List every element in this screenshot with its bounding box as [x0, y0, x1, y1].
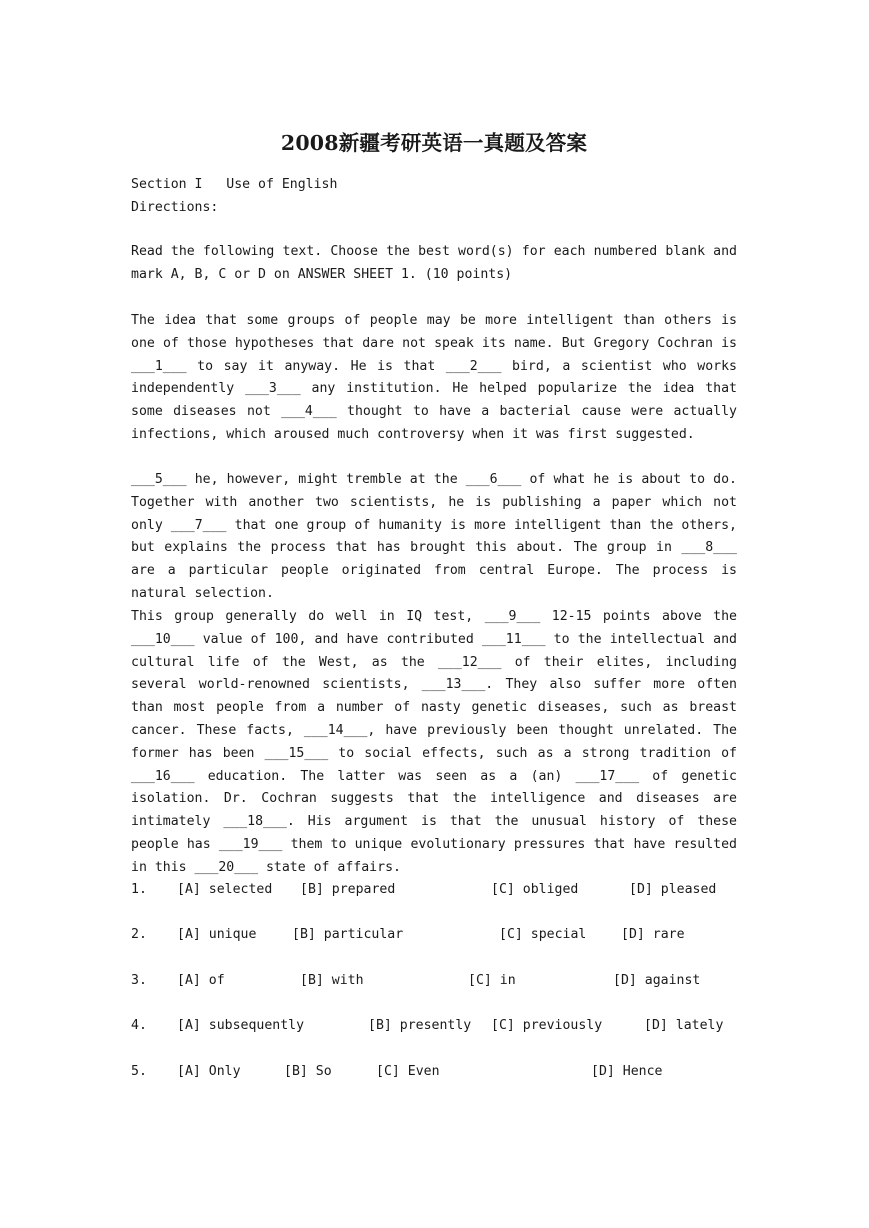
question-number: 5. — [131, 1064, 147, 1079]
instructions-paragraph: Read the following text. Choose the best word(s) for each numbered blank and mark A, B, C or D on ANSWER SHEET 1. (10 points) — [131, 244, 737, 282]
option-c: [C] Even — [376, 1064, 440, 1079]
option-c: [C] previously — [491, 1018, 603, 1033]
section-header — [131, 174, 737, 220]
option-d: [D] against — [613, 973, 701, 988]
passage-paragraph-2: ___5___ he, however, might tremble at the ___6___ of what he is about to do. Together with another two scientists, he is publishing a paper which not only ___7___ that one group of humanity is more intelligent than the others, but explains the process that has brought this about. The group in ___8___ are a particular people originated from central Europe. The process is natural selection. — [131, 472, 737, 601]
option-a: [A] selected — [177, 882, 273, 897]
directions-label: Directions: — [131, 199, 219, 215]
option-d: [D] rare — [621, 927, 685, 942]
question-number: 1. — [131, 882, 147, 897]
passage-paragraph-1: The idea that some groups of people may be more intelligent than others is one of those hypotheses that dare not speak its name. But Gregory Cochran is ___1___ to say it anyway. He is that ___2___ bird, a scientist who works independently ___3___ any institution. He helped popularize the idea that some diseases not ___4___ thought to have a bacterial cause were actually infections, which aroused much controversy when it was first suggested. — [131, 313, 737, 442]
question-row-1 — [131, 879, 737, 902]
option-a: [A] Only — [177, 1064, 241, 1079]
option-b: [B] with — [300, 973, 364, 988]
option-b: [B] presently — [368, 1018, 472, 1033]
question-number: 4. — [131, 1018, 147, 1033]
option-b: [B] prepared — [300, 882, 396, 897]
option-d: [D] pleased — [629, 882, 717, 897]
question-row-5 — [131, 1061, 737, 1084]
question-number: 2. — [131, 927, 147, 942]
question-row-3 — [131, 970, 737, 993]
option-d: [D] Hence — [591, 1064, 663, 1079]
question-row-4 — [131, 1015, 737, 1038]
question-number: 3. — [131, 973, 147, 988]
document-title: 2008新疆考研英语一真题及答案 — [280, 130, 588, 155]
option-b: [B] So — [284, 1064, 332, 1079]
question-row-2 — [131, 924, 737, 947]
option-b: [B] particular — [292, 927, 404, 942]
section-heading: Section I Use of English — [131, 177, 338, 192]
option-a: [A] subsequently — [177, 1018, 305, 1033]
option-c: [C] obliged — [491, 882, 579, 897]
option-c: [C] in — [468, 973, 516, 988]
option-c: [C] special — [499, 927, 587, 942]
option-d: [D] lately — [644, 1018, 724, 1033]
passage-paragraph-3: This group generally do well in IQ test, ___9___ 12-15 points above the ___10___ value of 100, and have contributed ___11___ to the intellectual and cultural life of the West, as the ___12___ of their elites, including several world-renowned scientists, ___13___. They also suffer more often than most people from a number of nasty genetic diseases, such as breast cancer. These facts, ___14___, have previously been thought unrelated. The former has been ___15___ to social effects, such as a strong tradition of ___16___ education. The latter was seen as a (an) ___17___ of genetic isolation. Dr. Cochran suggests that the intelligence and diseases are intimately ___18___. His argument is that the unusual history of these people has ___19___ them to unique evolutionary pressures that have resulted in this ___20___ state of affairs. — [131, 609, 737, 875]
option-a: [A] of — [177, 973, 225, 988]
option-a: [A] unique — [177, 927, 257, 942]
